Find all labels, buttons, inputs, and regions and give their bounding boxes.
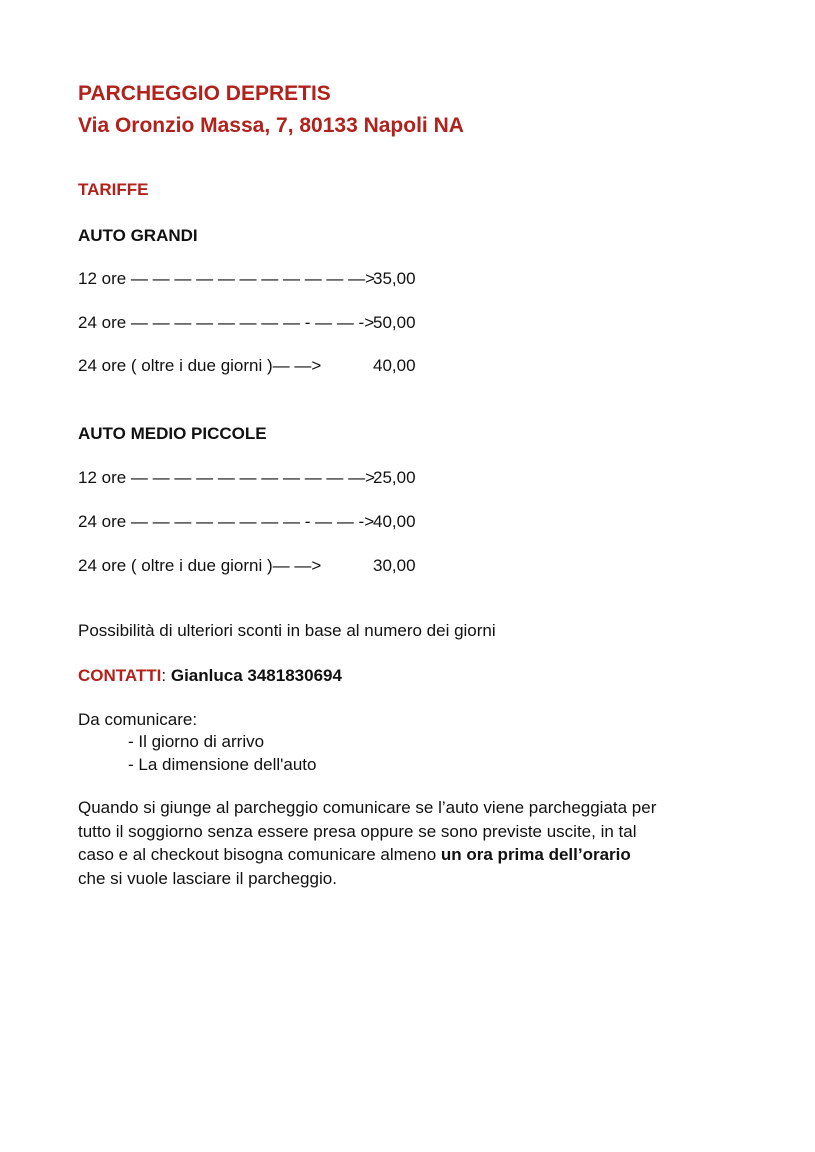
parking-name: PARCHEGGIO DEPRETIS [78,82,331,105]
da-comunicare-heading: Da comunicare: [78,710,198,729]
rate-price: 35,00 [373,269,416,288]
rate-price: 40,00 [373,512,416,531]
instructions-line: tutto il soggiorno senza essere presa oppure se sono previste uscite, in tal [78,821,637,841]
auto-grandi-title: AUTO GRANDI [78,226,198,245]
instructions-line: che si vuole lasciare il parcheggio. [78,868,337,888]
tariffe-heading: TARIFFE [78,180,149,199]
contacts-label: CONTATTI [78,666,162,685]
parking-address: Via Oronzio Massa, 7, 80133 Napoli NA [78,114,464,137]
rate-row [78,269,778,291]
rate-row [78,512,778,534]
discount-note: Possibilità di ulteriori sconti in base al numero dei giorni [78,621,496,640]
instructions-paragraph [78,796,778,890]
instructions-line [78,843,778,867]
contacts-separator: : [161,666,171,685]
rate-price: 50,00 [373,313,416,332]
auto-medio-piccole-title: AUTO MEDIO PICCOLE [78,424,267,443]
rate-price: 30,00 [373,556,416,575]
rate-label: 24 ore ( oltre i due giorni )— —> [78,356,322,375]
rate-row [78,468,778,490]
rate-price: 25,00 [373,468,416,487]
rate-label: 12 ore — — — — — — — — — — —> [78,269,376,288]
instructions-line: Quando si giunge al parcheggio comunicare se l’auto viene parcheggiata per [78,798,657,817]
rate-label: 24 ore ( oltre i due giorni )— —> [78,556,322,575]
list-item: - Il giorno di arrivo [128,732,265,751]
document-title [78,78,464,142]
rate-label: 24 ore — — — — — — — — - — — -> [78,313,375,332]
instructions-text: caso e al checkout bisogna comunicare almeno [78,845,441,864]
contacts-value: Gianluca 3481830694 [170,666,342,685]
rate-label: 12 ore — — — — — — — — — — —> [78,468,376,487]
rate-label: 24 ore — — — — — — — — - — — -> [78,512,375,531]
rate-row [78,313,778,335]
contacts-line [78,666,342,686]
list-item: - La dimensione dell'auto [128,755,317,774]
instructions-emphasis: un ora prima dell’orario [440,845,631,864]
rate-row [78,556,778,578]
rate-row [78,356,778,378]
rate-price: 40,00 [373,356,416,375]
